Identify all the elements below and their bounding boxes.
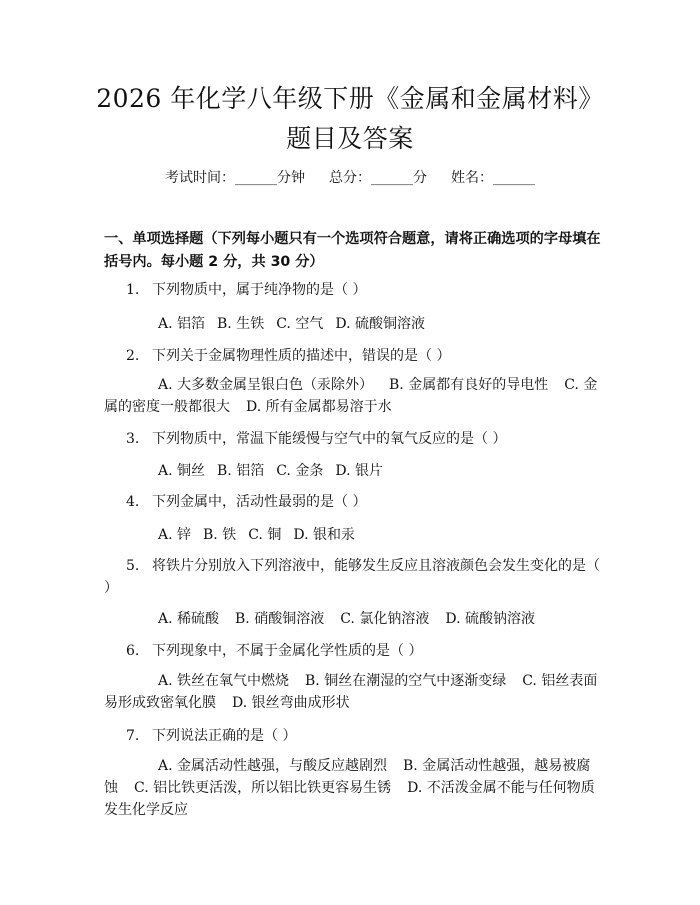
- option-a: A. 铜丝: [158, 463, 206, 479]
- option-d: D. 银丝弯曲成形状: [232, 695, 350, 711]
- question-6-options: [104, 670, 600, 714]
- option-d: D. 银和汞: [293, 527, 355, 543]
- question-stem: 下列物质中，常温下能缓慢与空气中的氧气反应的是（ ）: [152, 431, 507, 447]
- total-score-field: 总分：______分: [329, 170, 427, 186]
- question-stem: 下列说法正确的是（ ）: [152, 728, 297, 744]
- option-b: B. 铁: [203, 527, 237, 543]
- option-c: C. 氯化钠溶液: [340, 611, 430, 627]
- option-b: B. 铝箔: [217, 463, 265, 479]
- question-5-options: [104, 608, 600, 630]
- option-d: D. 硫酸钠溶液: [445, 611, 535, 627]
- option-c: C. 金条: [276, 463, 324, 479]
- question-stem: 下列现象中，不属于金属化学性质的是（ ）: [152, 643, 423, 659]
- question-6: [104, 640, 600, 662]
- question-1-options: [104, 313, 600, 335]
- question-stem: 下列物质中，属于纯净物的是（ ）: [152, 282, 367, 298]
- option-b: B. 铜丝在潮湿的空气中逐渐变绿: [305, 673, 507, 689]
- question-number: 4.: [126, 494, 140, 510]
- question-number: 6.: [126, 643, 140, 659]
- option-c: C. 金属的密度一般都很大: [104, 377, 598, 415]
- option-b: B. 金属都有良好的导电性: [389, 377, 549, 393]
- option-d: D. 不活泼金属不能与任何物质发生化学反应: [104, 780, 595, 818]
- question-7-options: [104, 755, 600, 821]
- question-3-options: [104, 460, 600, 482]
- question-number: 7.: [126, 728, 140, 744]
- question-5: [104, 555, 600, 599]
- option-c: C. 铝比铁更活泼，所以铝比铁更容易生锈: [134, 780, 392, 796]
- question-stem: 下列金属中，活动性最弱的是（ ）: [152, 494, 367, 510]
- question-stem: 将铁片分别放入下列溶液中，能够发生反应且溶液颜色会发生变化的是（ ）: [104, 558, 600, 596]
- question-number: 5.: [126, 558, 140, 574]
- option-a: A. 铝箔: [158, 316, 206, 332]
- question-number: 2.: [126, 348, 140, 364]
- question-2: [104, 345, 600, 367]
- option-b: B. 金属活动性越强，越易被腐蚀: [104, 758, 591, 796]
- question-number: 3.: [126, 431, 140, 447]
- exam-meta: [0, 168, 700, 188]
- document-subtitle: 题目及答案: [286, 124, 414, 153]
- option-c: C. 铝丝表面易形成致密氧化膜: [104, 673, 598, 711]
- section-heading: 一、单项选择题（下列每小题只有一个选项符合题意，请将正确选项的字母填在括号内。每小题 2 分，共 30 分）: [104, 231, 601, 270]
- option-a: A. 大多数金属呈银白色（汞除外）: [158, 377, 374, 393]
- option-c: C. 铜: [248, 527, 282, 543]
- question-1: [104, 279, 600, 301]
- question-4-options: [104, 524, 600, 546]
- question-2-options: [104, 374, 600, 418]
- option-a: A. 铁丝在氧气中燃烧: [158, 673, 290, 689]
- option-b: B. 硝酸铜溶液: [235, 611, 325, 627]
- question-stem: 下列关于金属物理性质的描述中，错误的是（ ）: [152, 348, 451, 364]
- name-field: 姓名：______: [451, 170, 535, 186]
- question-number: 1.: [126, 282, 140, 298]
- question-3: [104, 428, 600, 450]
- option-b: B. 生铁: [217, 316, 265, 332]
- option-d: D. 硫酸铜溶液: [335, 316, 425, 332]
- option-a: A. 稀硫酸: [158, 611, 220, 627]
- option-d: D. 银片: [335, 463, 383, 479]
- question-4: [104, 491, 600, 513]
- document-title: 2026 年化学八年级下册《金属和金属材料》: [96, 84, 604, 113]
- exam-time-field: 考试时间：______分钟: [165, 170, 305, 186]
- option-c: C. 空气: [276, 316, 324, 332]
- option-a: A. 锌: [158, 527, 192, 543]
- option-d: D. 所有金属都易溶于水: [246, 399, 392, 415]
- question-7: [104, 725, 600, 747]
- option-a: A. 金属活动性越强，与酸反应越剧烈: [158, 758, 388, 774]
